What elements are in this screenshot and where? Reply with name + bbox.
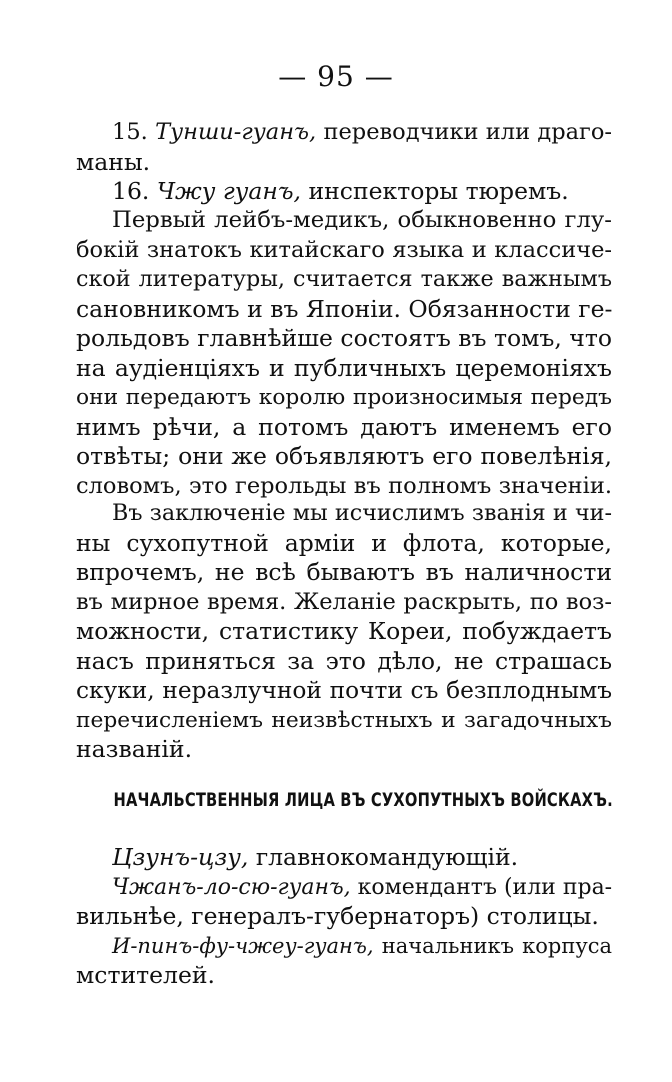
- paragraph-line: насъ приняться за это дѣло, не страшась: [76, 646, 612, 675]
- section-heading: НАЧАЛЬСТВЕННЫЯ ЛИЦА ВЪ СУХОПУТНЫХЪ ВОЙСКАХЪ.: [113, 789, 613, 811]
- entry-15-definition: переводчики или драго-: [316, 119, 612, 145]
- paragraph-line: отвѣты; они же объявляютъ его повелѣнія,: [76, 442, 612, 470]
- paragraph-line: на аудіенціяхъ и публичныхъ церемоніяхъ: [76, 353, 612, 382]
- rank-entry-2-line-1: [76, 873, 612, 903]
- entry-15-number: 15.: [112, 119, 148, 145]
- entry-16-number: 16.: [112, 177, 150, 205]
- paragraph-line: можности, статистику Кореи, побуждаетъ: [76, 617, 612, 645]
- paragraph-line: Въ заключеніе мы исчислимъ званія и чи-: [112, 500, 612, 526]
- paragraph-line: ской литературы, считается также важнымъ: [76, 266, 612, 292]
- rank-definition: комендантъ (или пра-: [350, 874, 612, 900]
- paragraph-line: въ мирное время. Желаніе раскрыть, по воз-: [76, 588, 612, 615]
- entry-16-term: Чжу гуанъ,: [156, 177, 301, 205]
- paragraph-line: впрочемъ, не всѣ бываютъ въ наличности: [76, 558, 612, 586]
- paragraph-line: они передаютъ королю произносимыя передъ: [76, 385, 612, 410]
- rank-term: Чжанъ-ло-сю-гуанъ,: [112, 874, 351, 900]
- rank-definition: начальникъ корпуса: [373, 933, 612, 958]
- paragraph-line: рольдовъ главнѣйше состоятъ въ томъ, что: [76, 324, 612, 352]
- paragraph-physician: [76, 206, 612, 501]
- paragraph-line: скуки, неразлучной почти съ безплоднымъ: [76, 677, 612, 704]
- rank-entry-3-line-1: [76, 932, 612, 962]
- paragraph-line: ны сухопутной арміи и флота, которые,: [76, 528, 612, 557]
- paragraph-line: словомъ, это герольды въ полномъ значеніи.: [76, 472, 612, 499]
- entry-15-line-1: [76, 118, 612, 148]
- rank-term: И-пинъ-фу-чжеу-гуанъ,: [112, 933, 374, 958]
- entries-15-16: [76, 118, 612, 207]
- paragraph-line: бокій знатокъ китайскаго языка и классиче-: [76, 236, 612, 263]
- entry-16-definition: инспекторы тюремъ.: [300, 177, 569, 205]
- page-number: — 95 —: [278, 60, 394, 93]
- paragraph-line: названій.: [76, 735, 193, 763]
- entry-15-term: Тунши-гуанъ,: [155, 119, 317, 145]
- rank-entry-2-line-2: вильнѣе, генералъ-губернаторъ) столицы.: [76, 902, 599, 930]
- rank-entry-1: [76, 843, 612, 873]
- entry-15-line-2: маны.: [76, 147, 151, 176]
- paragraph-line: перечисленіемъ неизвѣстныхъ и загадочныхъ: [76, 707, 612, 733]
- entry-16-line: [76, 177, 612, 207]
- rank-term: Цзунъ-цзу,: [112, 843, 249, 871]
- paragraph-line: Первый лейбъ-медикъ, обыкновенно глу-: [112, 207, 612, 233]
- paragraph-line: нимъ рѣчи, а потомъ даютъ именемъ его: [76, 412, 612, 441]
- paragraph-conclusion: [76, 499, 612, 765]
- ranks-list: [76, 843, 612, 991]
- rank-entry-3-line-2: мстителей.: [76, 961, 215, 989]
- rank-definition: главнокомандующій.: [248, 843, 519, 871]
- paragraph-line: сановникомъ и въ Японіи. Обязанности ге-: [76, 294, 612, 323]
